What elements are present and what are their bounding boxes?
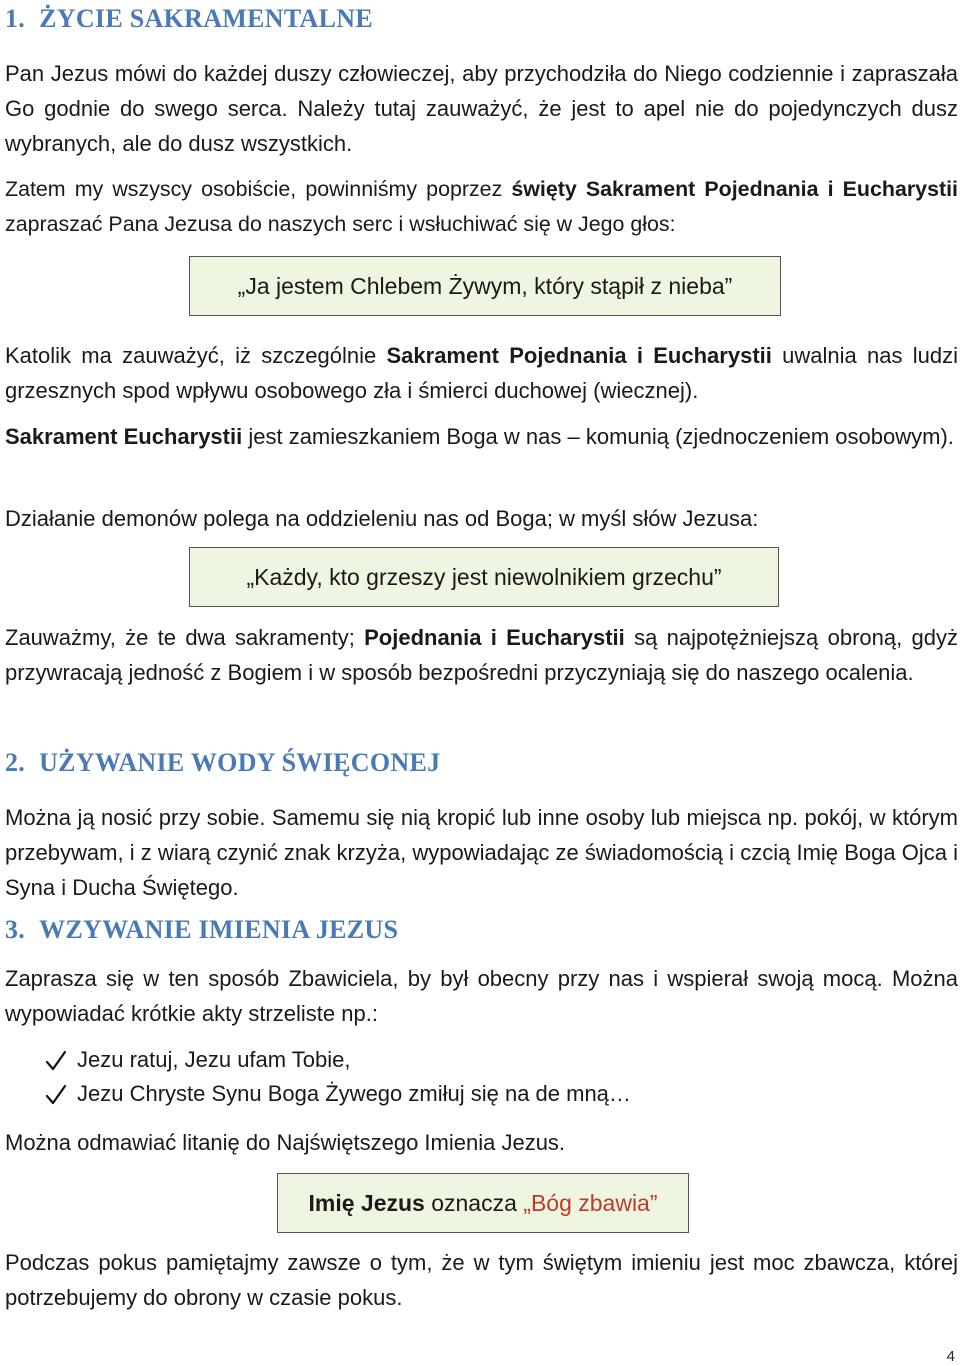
quote-box-slave-of-sin (189, 547, 779, 607)
section-3-paragraph-1: Zaprasza się w ten sposób Zbawiciela, by był obecny przy nas i wspierał swoją mocą. Można wypowiadać krótkie akty strzeliste np.: (5, 966, 958, 1026)
section-2-paragraph-1: Można ją nosić przy sobie. Samemu się nią kropić lub inne osoby lub miejsca np. pokój, w którym przebywam, i z wiarą czynić znak krzyża, wypowiadając ze świadomością i czcią Imię Boga Ojca i Syna i Ducha Świętego. (5, 805, 958, 900)
section-1-paragraph-1: Pan Jezus mówi do każdej duszy człowieczej, aby przychodziła do Niego codziennie i zapraszała Go godnie do swego serca. Należy tutaj zauważyć, że jest to apel nie do pojedynczych dusz wybranych, ale do dusz wszystkich. (5, 61, 958, 156)
checkmark-icon (45, 1043, 67, 1077)
section-2-heading (5, 748, 440, 778)
section-3-title: WZYWANIE IMIENIA JEZUS (39, 915, 399, 944)
section-1-paragraph-4 (5, 419, 958, 454)
paragraph-3-text-end: uwalnia nas ludzi grzesznych spod wpływu osobowego zła i śmierci duchowej (wiecznej). (5, 343, 958, 403)
section-2-title: UŻYWANIE WODY ŚWIĘCONEJ (39, 748, 441, 777)
paragraph-2-text-start: Zatem my wszyscy osobiście, powinniśmy poprzez (5, 177, 512, 201)
paragraph-3-text-start: Katolik ma zauważyć, iż szczególnie (5, 343, 387, 368)
section-1-paragraph-6 (5, 620, 958, 690)
document-page (5, 0, 958, 1366)
section-1-heading (5, 4, 373, 34)
jesus-name-means: oznacza (424, 1190, 524, 1216)
paragraph-3-bold: Sakrament Pojednania i Eucharystii (386, 343, 772, 368)
checklist-item-text: Jezu Chryste Synu Boga Żywego zmiłuj się na de mną… (77, 1081, 631, 1106)
paragraph-6-text-end: są najpotężniejszą obroną, gdyż przywracają jedność z Bogiem i w sposób bezpośredni przyczyniają się do naszego ocalenia. (5, 625, 958, 685)
checkmark-icon (45, 1077, 67, 1111)
paragraph-4-text: jest zamieszkaniem Boga w nas – komunią (zjednoczeniem osobowym). (242, 424, 954, 449)
paragraph-6-bold: Pojednania i Eucharystii (364, 625, 625, 650)
jesus-name: Imię Jezus (308, 1190, 425, 1216)
section-3-paragraph-3: Podczas pokus pamiętajmy zawsze o tym, że w tym świętym imieniu jest moc zbawcza, której potrzebujemy do obrony w czasie pokus. (5, 1250, 958, 1310)
page-number: 4 (946, 1348, 955, 1365)
paragraph-2-bold: święty Sakrament Pojednania i Eucharystii (511, 177, 958, 201)
god-saves-text: „Bóg zbawia” (523, 1190, 658, 1216)
list-item (45, 1043, 631, 1077)
list-item (45, 1077, 631, 1111)
section-1-title: ŻYCIE SAKRAMENTALNE (39, 4, 373, 33)
quote-slave-of-sin: „Każdy, kto grzeszy jest niewolnikiem grzechu” (246, 564, 722, 590)
section-2-number: 2. (5, 748, 26, 777)
prayer-checklist (45, 1043, 631, 1111)
section-3-heading (5, 915, 398, 945)
section-3-paragraph-2: Można odmawiać litanię do Najświętszego Imienia Jezus. (5, 1130, 566, 1155)
section-1-paragraph-3 (5, 338, 958, 408)
section-1-paragraph-2 (5, 172, 958, 242)
paragraph-4-bold: Sakrament Eucharystii (5, 424, 243, 449)
checklist-item-text: Jezu ratuj, Jezu ufam Tobie, (77, 1047, 351, 1072)
paragraph-6-text-start: Zauważmy, że te dwa sakramenty; (5, 625, 365, 650)
jesus-name-box (277, 1173, 689, 1233)
paragraph-2-text-end: zapraszać Pana Jezusa do naszych serc i wsłuchiwać się w Jego głos: (5, 212, 676, 236)
quote-box-bread-of-life (189, 256, 781, 316)
section-1-number: 1. (5, 4, 26, 33)
section-1-paragraph-5: Działanie demonów polega na oddzieleniu nas od Boga; w myśl słów Jezusa: (5, 506, 759, 531)
section-3-number: 3. (5, 915, 26, 944)
quote-bread-of-life: „Ja jestem Chlebem Żywym, który stąpił z nieba” (237, 273, 733, 299)
